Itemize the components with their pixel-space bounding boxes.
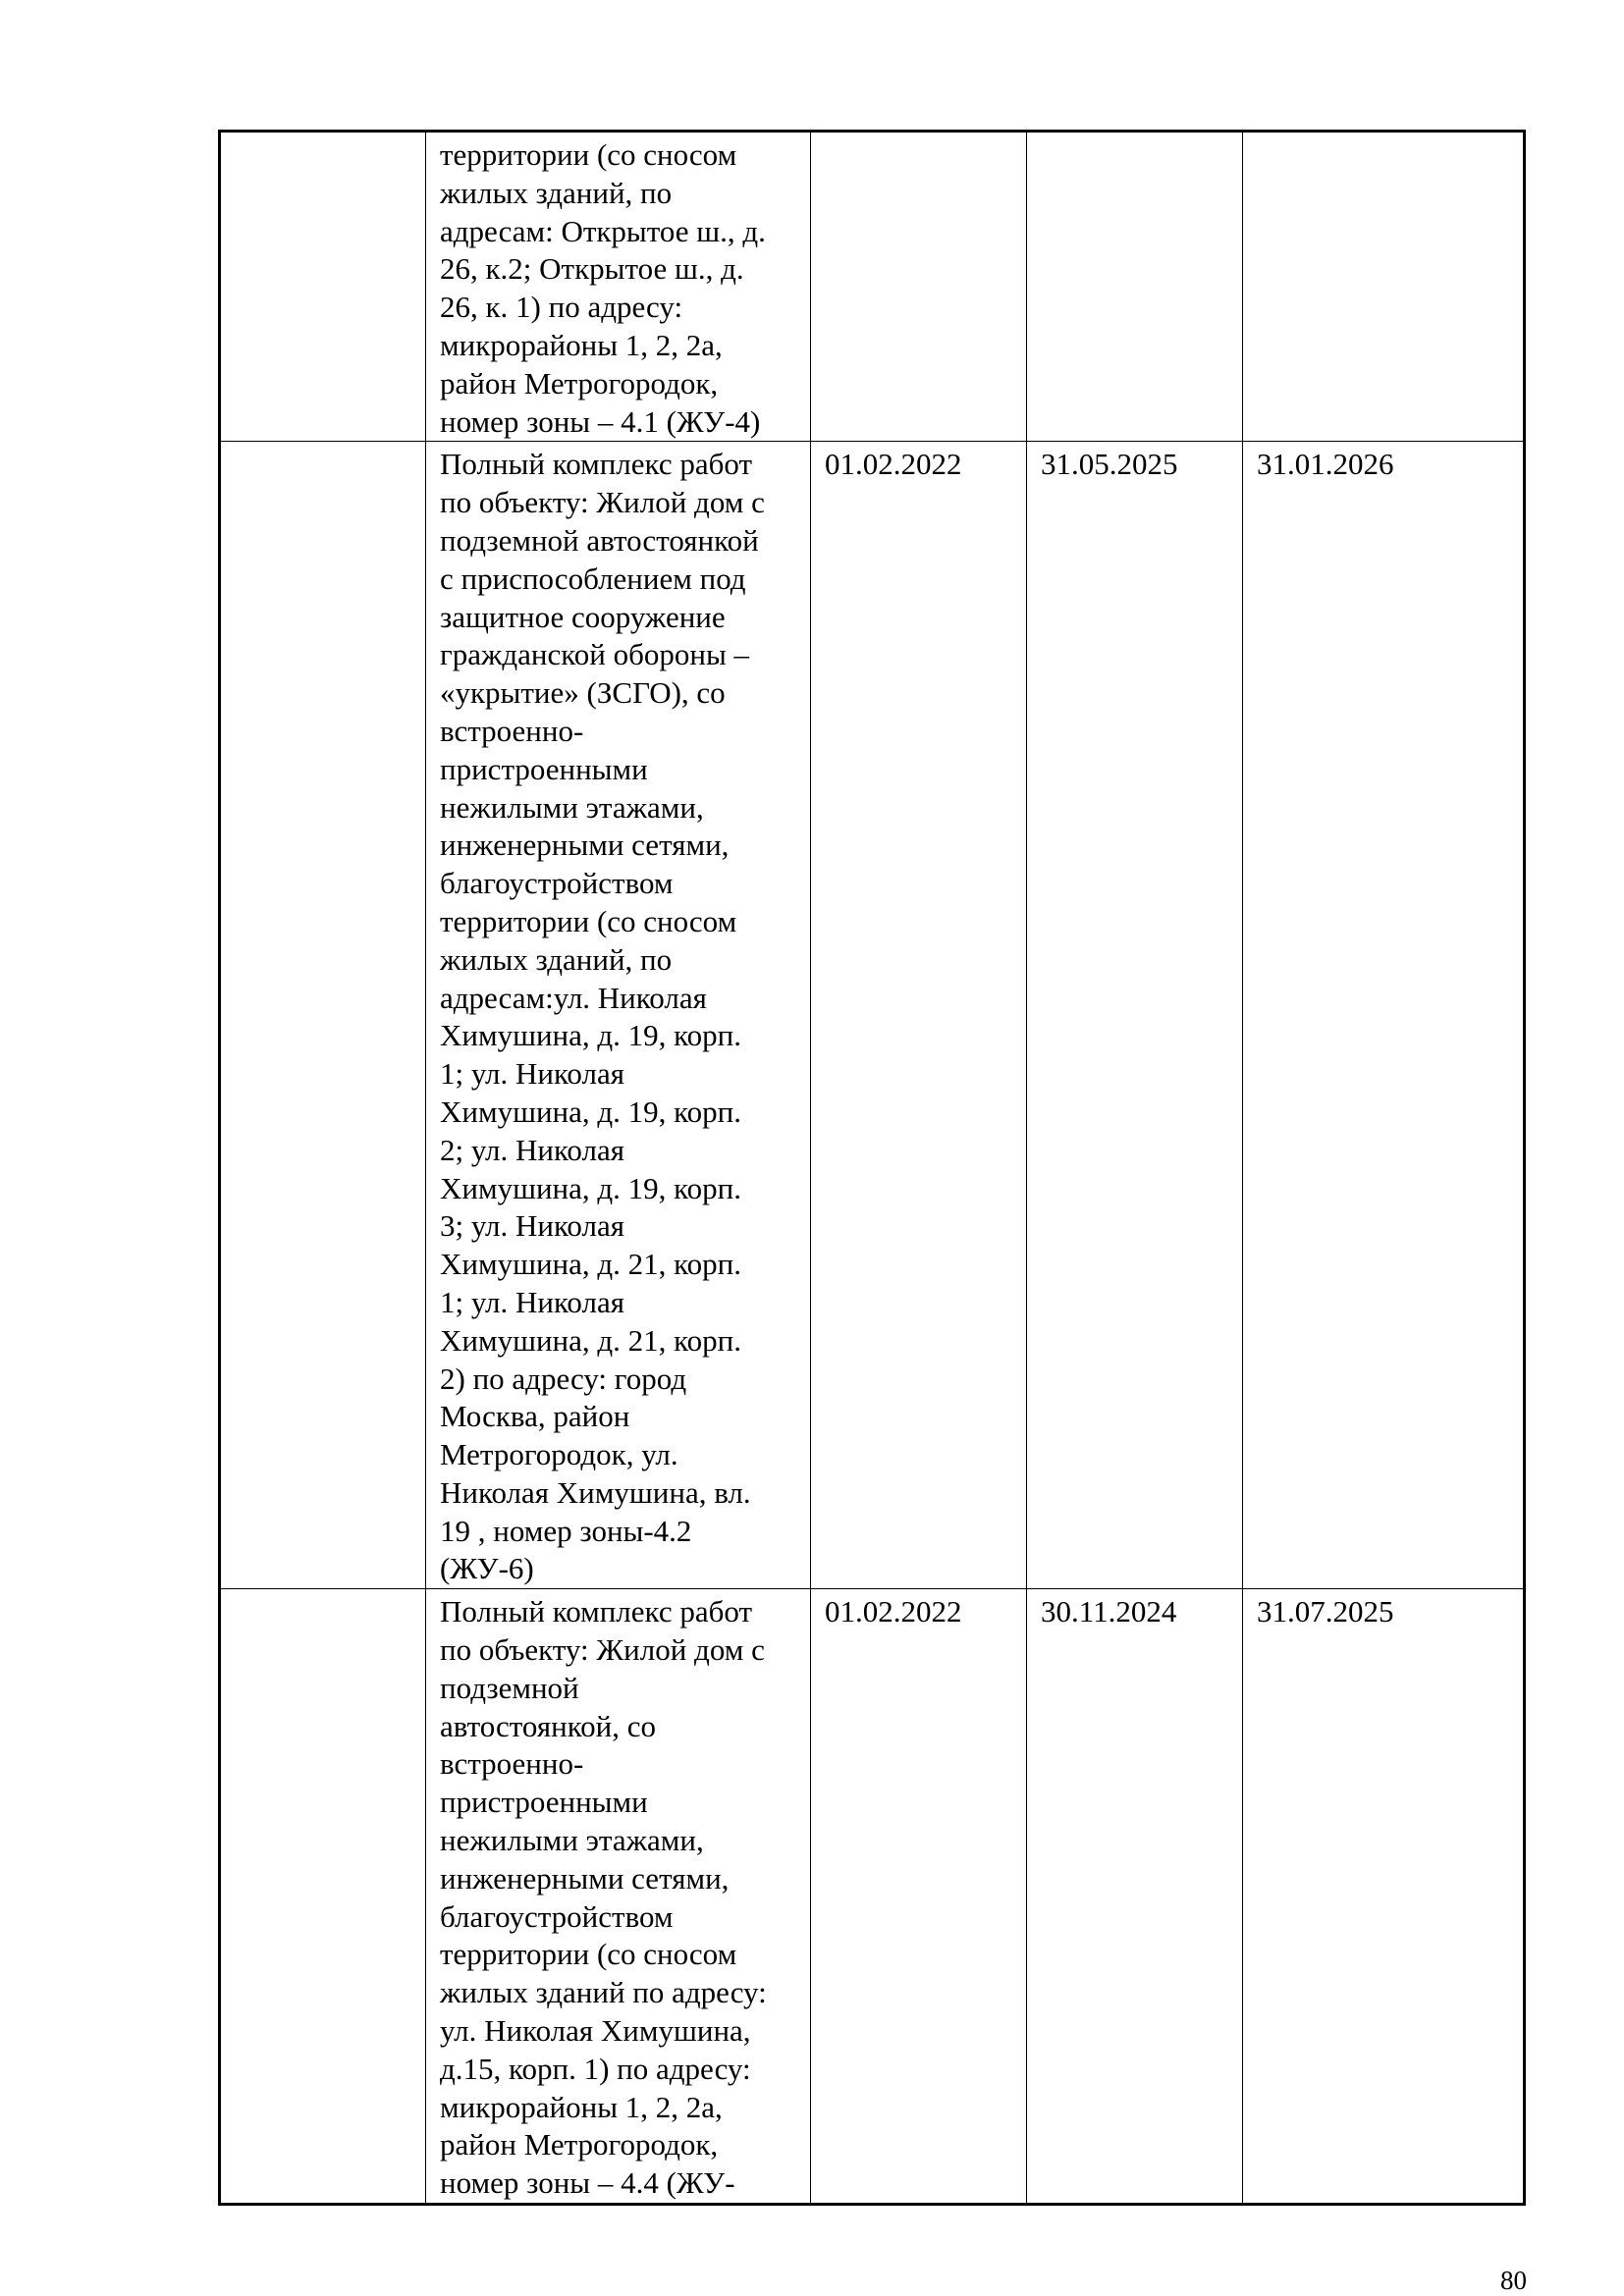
schedule-table xyxy=(218,130,1526,2206)
start-date-cell: 01.02.2022 xyxy=(811,442,1027,1589)
end-date-cell: 31.05.2025 xyxy=(1027,442,1243,1589)
table-row xyxy=(220,442,1525,1589)
row-number-cell xyxy=(220,1589,426,2205)
object-description-cell: территории (со сносом жилых зданий, по адресам: Открытое ш., д. 26, к.2; Открытое ш., д. 26, к. 1) по адресу: микрорайоны 1, 2, 2а, район Метрогородок, номер зоны – 4.1 (ЖУ-4) xyxy=(426,132,811,442)
page-number: 80 xyxy=(1500,2266,1527,2295)
table-row xyxy=(220,132,1525,442)
final-date-cell: 31.01.2026 xyxy=(1243,442,1525,1589)
object-description-cell: Полный комплекс работ по объекту: Жилой дом с подземной автостоянкой, со встроенно- пристроенными нежилыми этажами, инженерными сетями, благоустройством территории (со сносом жилых зданий по адресу: ул. Николая Химушина, д.15, корп. 1) по адресу: микрорайоны 1, 2, 2а, район Метрогородок, номер зоны – 4.4 (ЖУ- xyxy=(426,1589,811,2205)
table-row xyxy=(220,1589,1525,2205)
final-date-cell: 31.07.2025 xyxy=(1243,1589,1525,2205)
end-date-cell xyxy=(1027,132,1243,442)
row-number-cell xyxy=(220,442,426,1589)
object-description-cell: Полный комплекс работ по объекту: Жилой дом с подземной автостоянкой с приспособлением под защитное сооружение гражданской обороны – «укрытие» (ЗСГО), со встроенно- пристроенными нежилыми этажами, инженерными сетями, благоустройством территории (со сносом жилых зданий, по адресам:ул. Николая Химушина, д. 19, корп. 1; ул. Николая Химушина, д. 19, корп. 2; ул. Николая Химушина, д. 19, корп. 3; ул. Николая Химушина, д. 21, корп. 1; ул. Николая Химушина, д. 21, корп. 2) по адресу: город Москва, район Метрогородок, ул. Николая Химушина, вл. 19 , номер зоны-4.2 (ЖУ-6) xyxy=(426,442,811,1589)
row-number-cell xyxy=(220,132,426,442)
start-date-cell: 01.02.2022 xyxy=(811,1589,1027,2205)
start-date-cell xyxy=(811,132,1027,442)
final-date-cell xyxy=(1243,132,1525,442)
end-date-cell: 30.11.2024 xyxy=(1027,1589,1243,2205)
